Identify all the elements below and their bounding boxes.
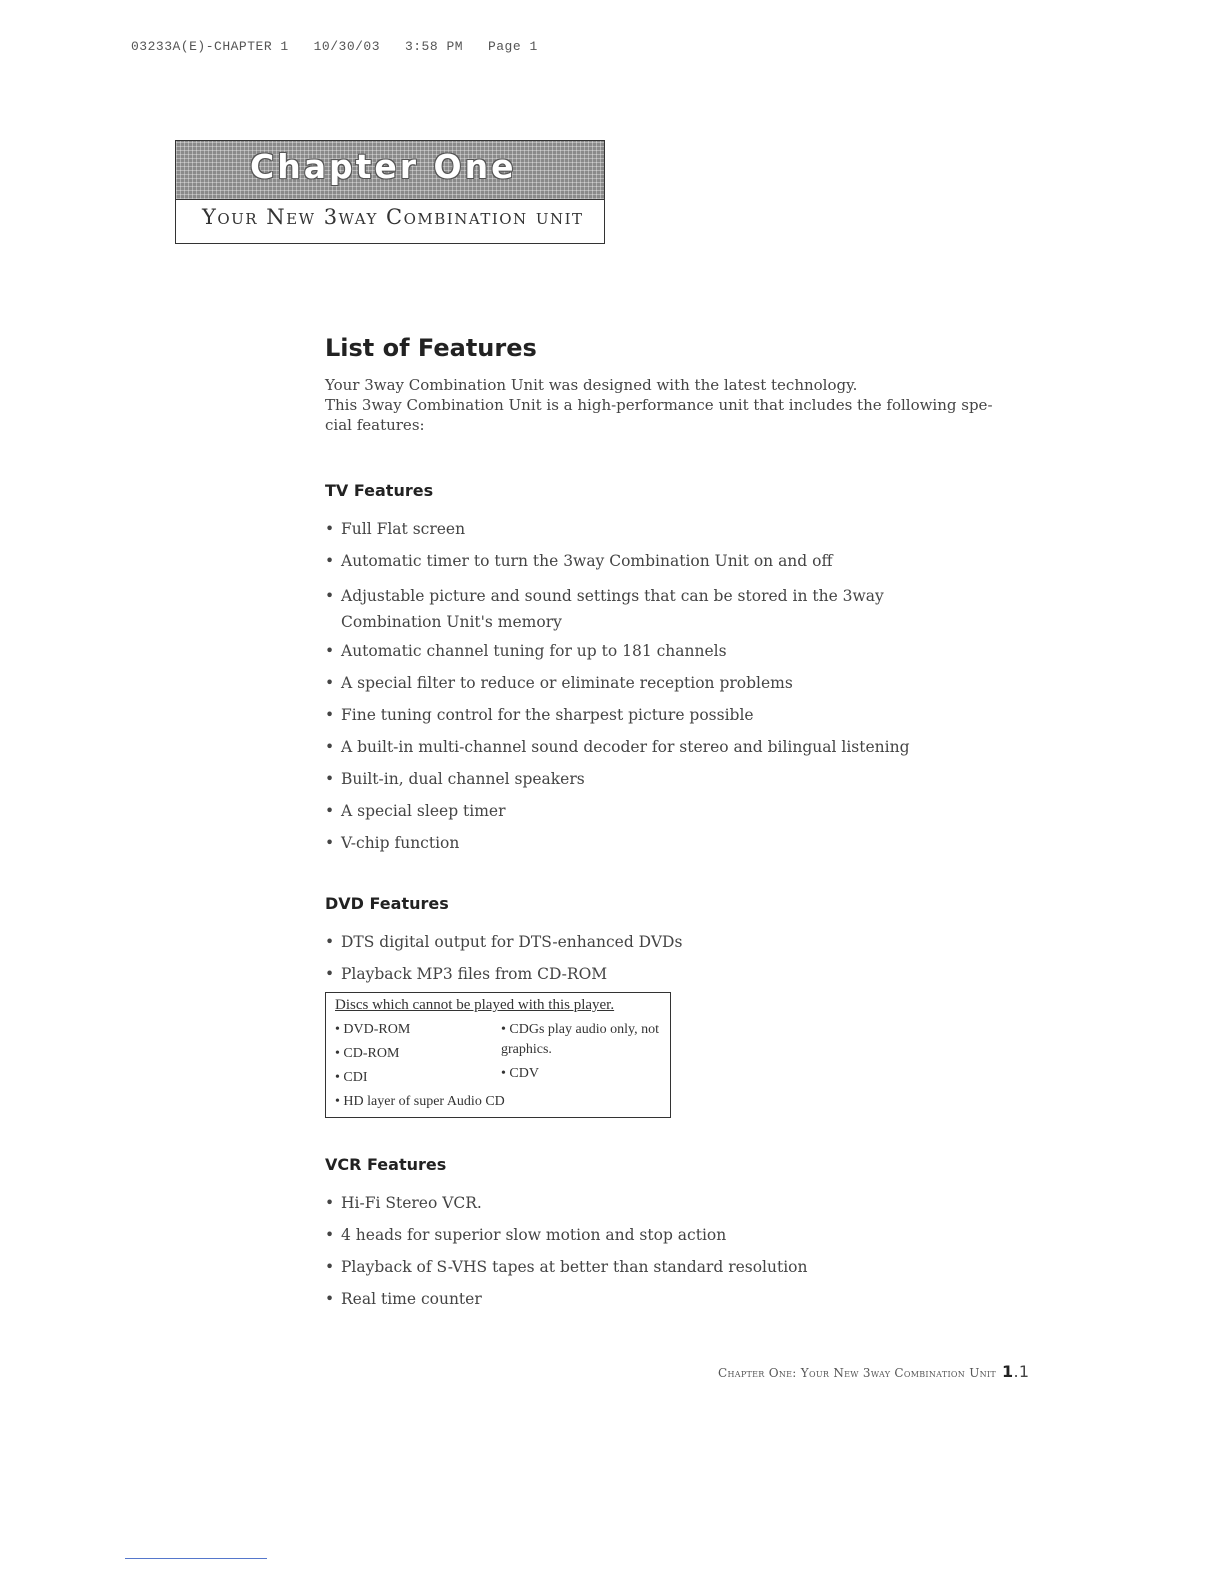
disc-item: • DVD-ROM: [335, 1022, 411, 1037]
list-item: • Playback of S-VHS tapes at better than standard resolution: [325, 1257, 985, 1277]
list-item: • Built-in, dual channel speakers: [325, 769, 985, 789]
list-item: • 4 heads for superior slow motion and stop action: [325, 1225, 985, 1245]
intro-paragraph: [325, 375, 1005, 435]
list-item: • A special sleep timer: [325, 801, 985, 821]
disc-item: • CDV: [501, 1066, 539, 1081]
disc-item: • CDGs play audio only, not graphics.: [501, 1022, 659, 1057]
vcr-features-heading: VCR Features: [325, 1155, 447, 1174]
chapter-banner-header: [176, 141, 604, 200]
list-item: • Hi-Fi Stereo VCR.: [325, 1193, 985, 1213]
disc-item: • CD-ROM: [335, 1046, 400, 1061]
list-item: • Real time counter: [325, 1289, 985, 1309]
tv-features-list: [325, 519, 985, 865]
dvd-features-heading: DVD Features: [325, 894, 449, 913]
section-title: List of Features: [325, 334, 537, 362]
list-item: • A special filter to reduce or eliminate reception problems: [325, 673, 985, 693]
bottom-rule: [125, 1558, 267, 1559]
list-item: • Fine tuning control for the sharpest picture possible: [325, 705, 985, 725]
vcr-features-list: [325, 1193, 985, 1321]
list-item: • Full Flat screen: [325, 519, 985, 539]
disc-item: • CDI: [335, 1070, 368, 1085]
dvd-features-list: [325, 932, 985, 996]
disc-list-left: [335, 1020, 505, 1116]
page-number: 1: [1002, 1362, 1014, 1381]
page-footer: [718, 1362, 1029, 1381]
list-item: • Automatic timer to turn the 3way Combination Unit on and off: [325, 551, 985, 571]
chapter-subtitle: Your New 3way Combination unit: [202, 205, 584, 229]
intro-line: Your 3way Combination Unit was designed with the latest technology.: [325, 376, 858, 394]
disc-box-title: Discs which cannot be played with this player.: [335, 997, 615, 1013]
tv-features-heading: TV Features: [325, 481, 434, 500]
intro-line: This 3way Combination Unit is a high-performance unit that includes the following spe-cial features:: [325, 396, 993, 434]
list-item: • DTS digital output for DTS-enhanced DVDs: [325, 932, 985, 952]
list-item: • V-chip function: [325, 833, 985, 853]
chapter-banner: [175, 140, 605, 244]
disc-list-right: [501, 1020, 661, 1088]
print-slug-line: 03233A(E)-CHAPTER 1 10/30/03 3:58 PM Page 1: [131, 39, 538, 54]
disc-item: • HD layer of super Audio CD: [335, 1094, 505, 1109]
list-item: • Adjustable picture and sound settings that can be stored in the 3way Combination Unit's memory: [325, 583, 985, 635]
running-title: Chapter One: Your New 3way Combination Unit: [718, 1366, 997, 1380]
list-item: • A built-in multi-channel sound decoder for stereo and bilingual listening: [325, 737, 985, 757]
unsupported-discs-box: [325, 992, 671, 1118]
chapter-title: Chapter One: [250, 147, 517, 186]
list-item: • Automatic channel tuning for up to 181 channels: [325, 641, 985, 661]
list-item: • Playback MP3 files from CD-ROM: [325, 964, 985, 984]
page-number-sub: .1: [1013, 1362, 1030, 1381]
